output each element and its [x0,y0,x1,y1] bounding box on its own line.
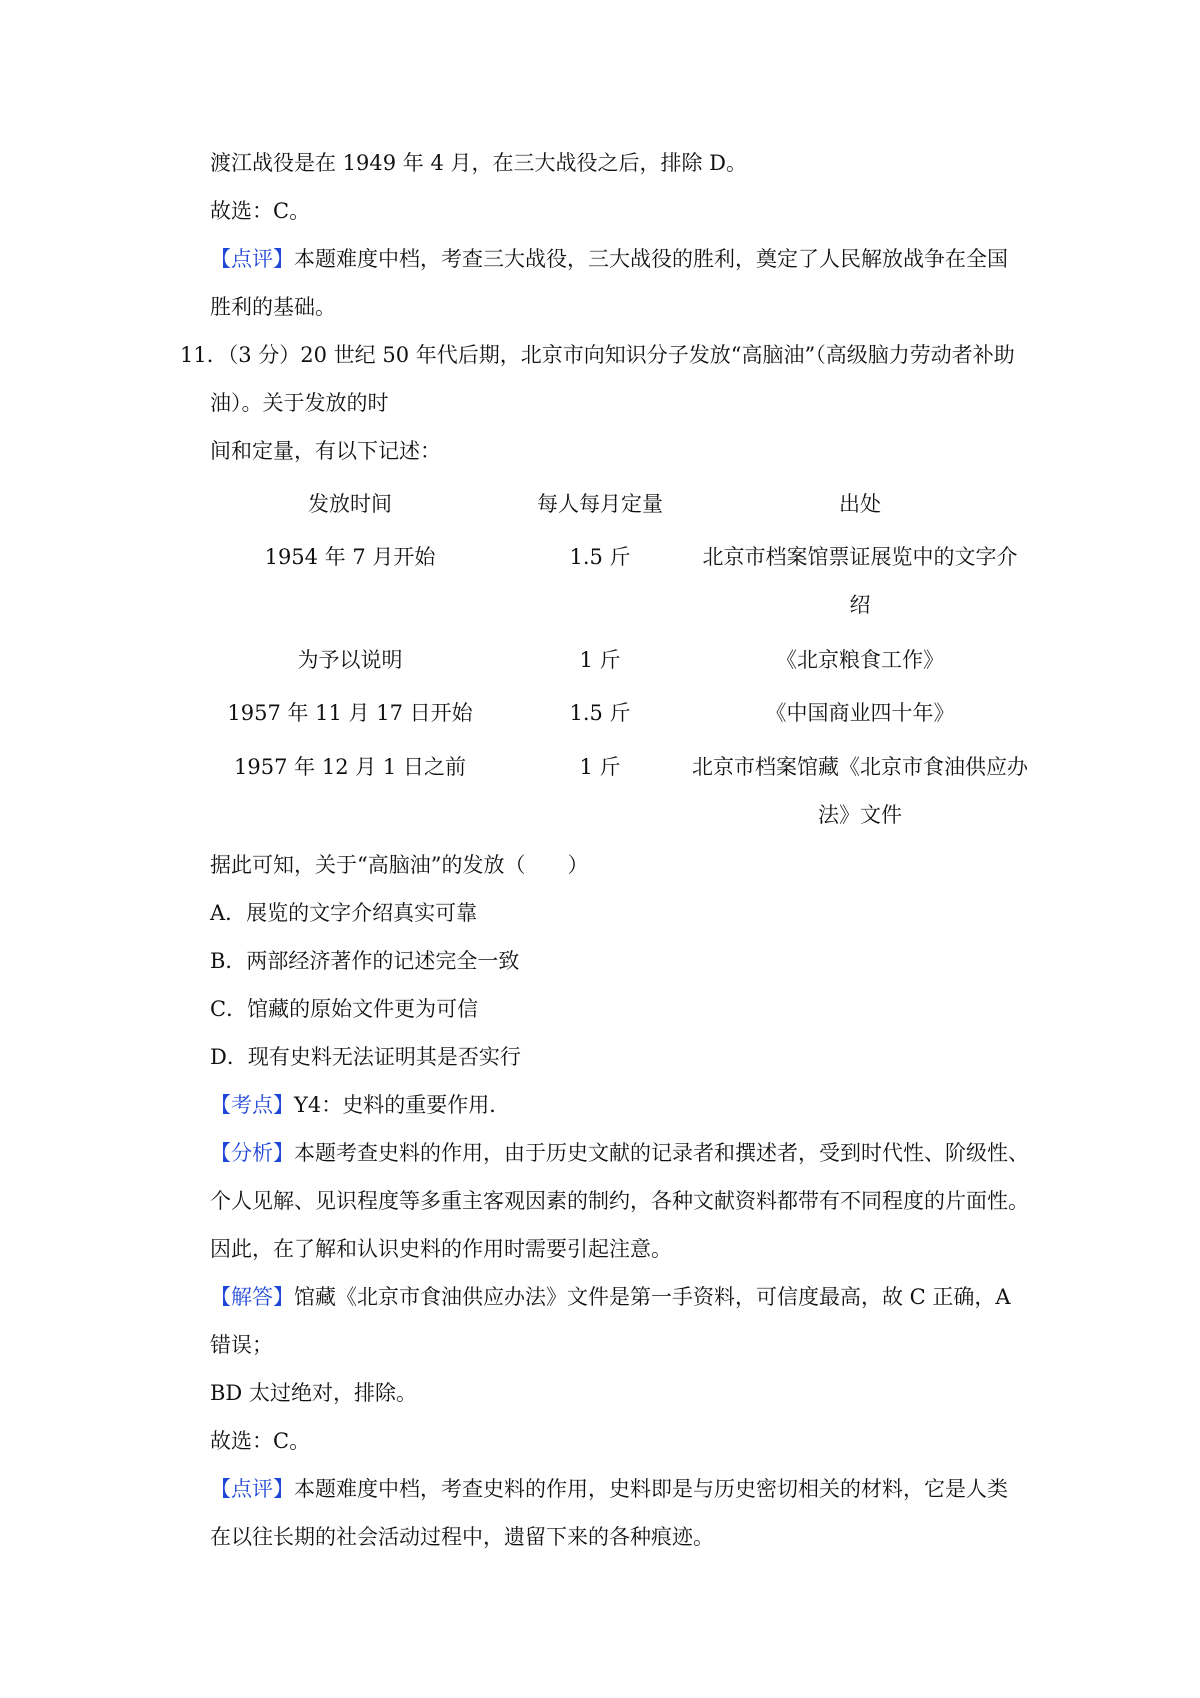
question-number-label: 11． [180,343,228,367]
question-prompt: 据此可知，关于“高脑油”的发放（ ） [210,853,589,877]
question-stem-line-1: （3 分）20 世纪 50 年代后期，北京市向知识分子发放“高脑油”（高级脑力劳动者补助 [227,343,1015,367]
option-d: D．现有史料无法证明其是否实行 [210,1045,521,1069]
table-cell: 北京市档案馆藏《北京市食油供应办 [692,755,1028,779]
question-stem-line-3: 间和定量，有以下记述： [210,439,441,463]
comment-tag: 【点评】 [210,1477,294,1501]
prev-choice-line: 故选：C。 [210,199,311,223]
table-cell: 1 斤 [579,755,621,779]
table-cell-wrap: 法》文件 [818,803,902,827]
analysis-line-3: 因此，在了解和认识史料的作用时需要引起注意。 [210,1237,672,1261]
table-cell: 1957 年 12 月 1 日之前 [234,755,466,779]
kaodian-line [210,1090,510,1120]
comment-text-1: 本题难度中档，考查史料的作用，史料即是与历史密切相关的材料，它是人类 [294,1477,1008,1501]
table-cell: 《北京粮食工作》 [776,648,944,672]
option-a: A．展览的文字介绍真实可靠 [210,901,478,925]
comment-line-1 [210,1474,1008,1504]
analysis-line-1 [210,1138,1029,1168]
analysis-line-2: 个人见解、见识程度等多重主客观因素的制约，各种文献资料都带有不同程度的片面性。 [210,1189,1029,1213]
question-stem-line-2: 油）。关于发放的时 [210,391,389,415]
comment-line-2: 在以往长期的社会活动过程中，遗留下来的各种痕迹。 [210,1525,714,1549]
analysis-text-1: 本题考查史料的作用，由于历史文献的记录者和撰述者，受到时代性、阶级性、 [294,1141,1029,1165]
table-cell: 1957 年 11 月 17 日开始 [227,701,473,725]
answer-tag: 【解答】 [210,1285,294,1309]
table-cell-wrap: 绍 [849,593,871,617]
table-header-time: 发放时间 [308,492,392,516]
answer-line-3: BD 太过绝对，排除。 [210,1381,417,1405]
table-cell: 1954 年 7 月开始 [264,545,436,569]
table-cell: 1.5 斤 [569,545,631,569]
table-cell: 为予以说明 [297,648,403,672]
prev-answer-line: 渡江战役是在 1949 年 4 月，在三大战役之后，排除 D。 [210,151,748,175]
table-header-source: 出处 [839,492,881,516]
answer-text-1: 馆藏《北京市食油供应办法》文件是第一手资料，可信度最高，故 C 正确，A [294,1285,1011,1309]
table-header-quota: 每人每月定量 [537,492,663,516]
comment-tag: 【点评】 [210,247,294,271]
question-number [180,340,1015,370]
option-b: B．两部经济著作的记述完全一致 [210,949,520,973]
answer-line-2: 错误； [210,1333,273,1357]
prev-comment-line-1 [210,244,1008,274]
table-cell: 1 斤 [579,648,621,672]
option-c: C．馆藏的原始文件更为可信 [210,997,479,1021]
table-cell: 1.5 斤 [569,701,631,725]
kaodian-text: Y4：史料的重要作用． [294,1093,511,1117]
kaodian-tag: 【考点】 [210,1093,294,1117]
answer-line-4: 故选：C。 [210,1429,311,1453]
answer-line-1 [210,1282,1011,1312]
table-cell: 《中国商业四十年》 [765,701,955,725]
prev-comment-line-2: 胜利的基础。 [210,295,336,319]
analysis-tag: 【分析】 [210,1141,294,1165]
table-cell: 北京市档案馆票证展览中的文字介 [702,545,1018,569]
prev-comment-text: 本题难度中档，考查三大战役，三大战役的胜利，奠定了人民解放战争在全国 [294,247,1008,271]
